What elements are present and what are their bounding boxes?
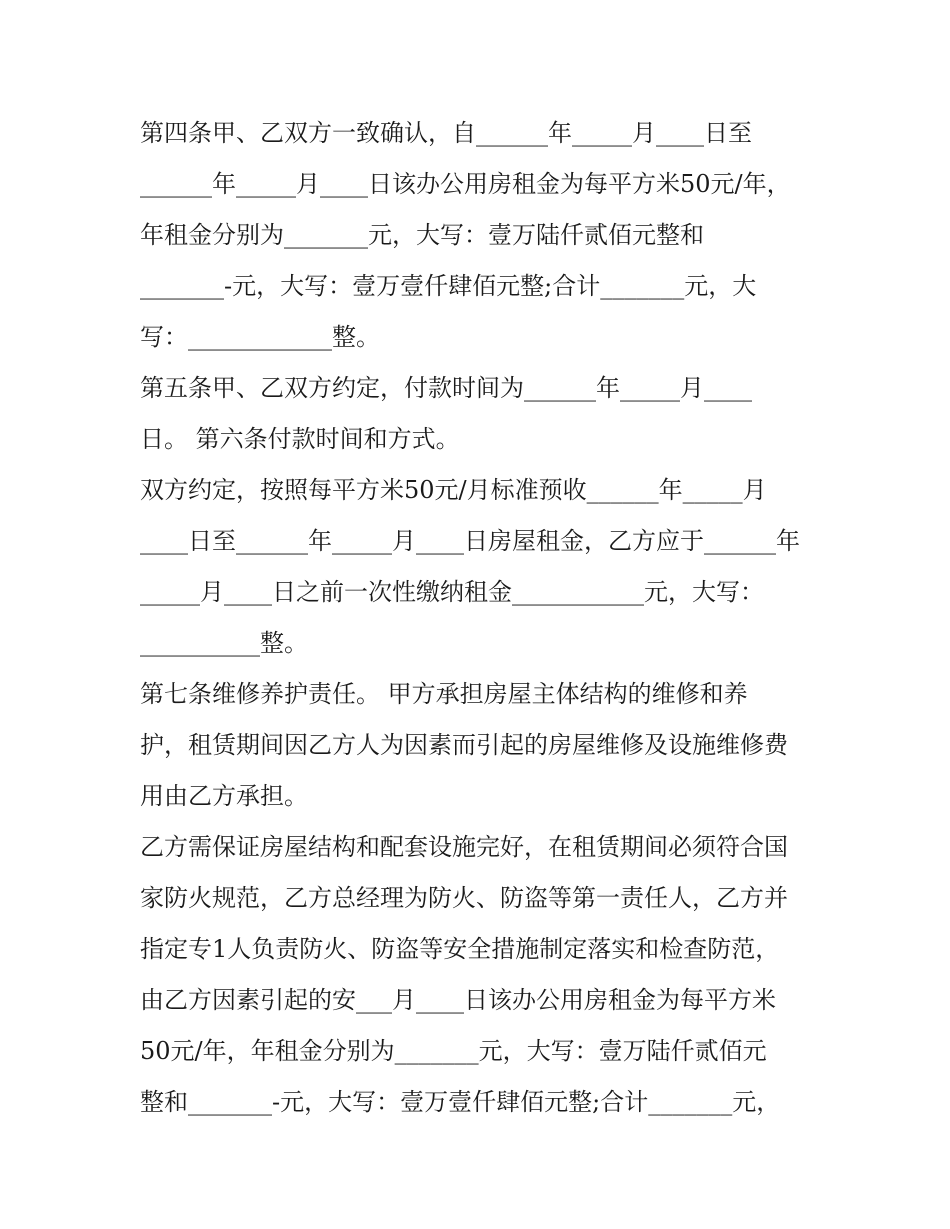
text-line: 年租金分别为_______元，大写：壹万陆仟贰佰元整和 — [140, 221, 704, 249]
text-line: _______-元，大写：壹万壹仟肆佰元整;合计_______元，大 — [140, 272, 757, 300]
text-line: 第四条甲、乙双方一致确认，自______年_____月____日至 — [140, 119, 752, 147]
text-line: 写：____________整。 — [140, 323, 380, 351]
text-line: 第七条维修养护责任。 甲方承担房屋主体结构的维修和养 — [140, 680, 748, 708]
text-line: __________整。 — [140, 629, 308, 657]
text-line: 乙方需保证房屋结构和配套设施完好，在租赁期间必须符合国 — [140, 833, 788, 861]
text-line: 50元/年，年租金分别为_______元，大写：壹万陆仟贰佰元 — [140, 1037, 767, 1065]
text-line: 家防火规范，乙方总经理为防火、防盗等第一责任人，乙方并 — [140, 884, 788, 912]
text-line: 用由乙方承担。 — [140, 782, 308, 810]
text-line: 日。 第六条付款时间和方式。 — [140, 425, 460, 453]
text-line: ______年_____月____日该办公用房租金为每平方米50元/年， — [140, 170, 791, 198]
text-line: ____日至______年_____月____日房屋租金，乙方应于______年 — [140, 527, 800, 555]
text-line: 护，租赁期间因乙方人为因素而引起的房屋维修及设施维修费 — [140, 731, 788, 759]
text-line: 双方约定，按照每平方米50元/月标准预收______年_____月 — [140, 476, 767, 504]
text-line: _____月____日之前一次性缴纳租金___________元，大写： — [140, 578, 764, 606]
contract-text — [140, 108, 820, 1128]
text-line: 由乙方因素引起的安___月____日该办公用房租金为每平方米 — [140, 986, 776, 1014]
text-line: 第五条甲、乙双方约定，付款时间为______年_____月____ — [140, 374, 752, 402]
text-line: 整和_______-元，大写：壹万壹仟肆佰元整;合计_______元， — [140, 1088, 781, 1116]
text-line: 指定专1人负责防火、防盗等安全措施制定落实和检查防范， — [140, 935, 780, 963]
